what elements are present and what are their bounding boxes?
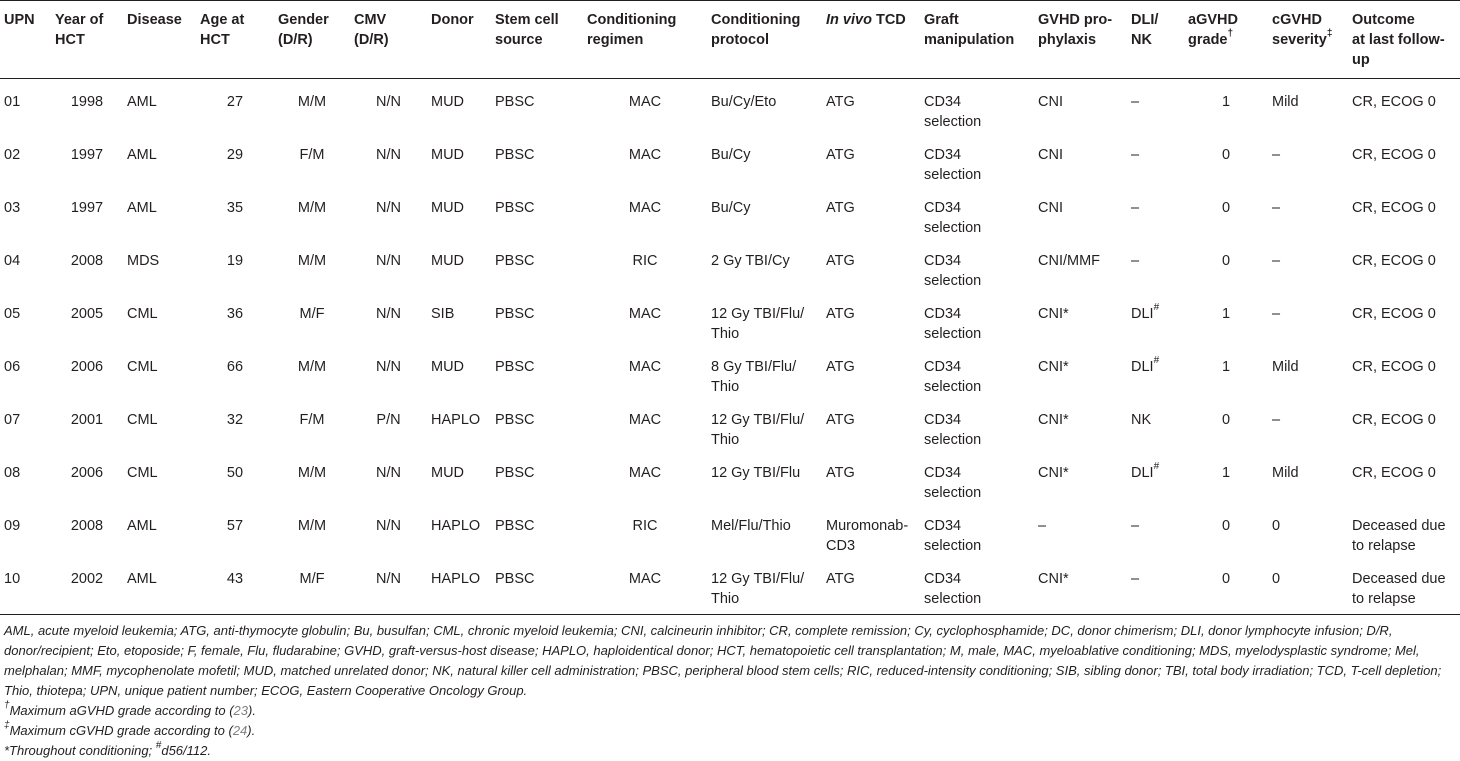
table-row <box>0 344 1460 397</box>
cell-protocol: 12 Gy TBI/Flu/ Thio <box>707 556 822 615</box>
cell-year: 2008 <box>70 518 104 534</box>
cell-gender: M/M <box>297 359 327 375</box>
cell-cgvhd: – <box>1272 200 1281 216</box>
cell-dli: – <box>1131 200 1140 216</box>
cell-cgvhd: Mild <box>1272 465 1299 481</box>
cell-source: PBSC <box>495 518 535 534</box>
cell-dli: NK <box>1131 412 1152 428</box>
cell-source: PBSC <box>495 306 535 322</box>
cell-age: 19 <box>226 253 244 269</box>
cell-age: 29 <box>226 147 244 163</box>
cell-donor: SIB <box>431 306 455 322</box>
cell-cmv: P/N <box>376 412 401 428</box>
cell-age: 43 <box>196 556 274 615</box>
cell-outcome: CR, ECOG 0 <box>1352 412 1436 428</box>
table-body <box>0 79 1460 615</box>
cell-cgvhd: – <box>1272 147 1281 163</box>
cell-protocol: 2 Gy TBI/Cy <box>711 253 790 269</box>
cell-protocol: Bu/Cy <box>711 147 751 163</box>
cell-donor: MUD <box>431 253 465 269</box>
cell-upn: 06 <box>4 359 21 375</box>
cell-gvhd: – <box>1038 518 1047 534</box>
cell-agvhd: 0 <box>1184 556 1268 615</box>
cell-graft: CD34 selection <box>920 556 1034 615</box>
cell-disease: AML <box>127 518 157 534</box>
table-row <box>0 556 1460 615</box>
cell-disease: MDS <box>127 253 160 269</box>
cell-age: 35 <box>226 200 244 216</box>
column-header-upn: UPN <box>0 1 51 79</box>
cell-age: 27 <box>226 94 244 110</box>
cell-year: 1997 <box>70 147 104 163</box>
cell-outcome: CR, ECOG 0 <box>1352 253 1436 269</box>
cell-donor: MUD <box>431 147 465 163</box>
cell-gender: M/M <box>297 465 327 481</box>
cell-gvhd: CNI/MMF <box>1038 253 1101 269</box>
cell-graft: CD34 selection <box>924 306 982 342</box>
cell-outcome: Deceased due to relapse <box>1348 556 1460 615</box>
cell-graft: CD34 selection <box>924 518 982 554</box>
cell-outcome: CR, ECOG 0 <box>1352 94 1436 110</box>
cell-graft: CD34 selection <box>924 94 982 130</box>
cell-cgvhd: – <box>1272 306 1281 322</box>
cell-cmv: N/N <box>376 94 401 110</box>
cell-protocol: 8 Gy TBI/Flu/ Thio <box>711 359 797 395</box>
cell-dli: DLI# <box>1131 302 1160 322</box>
cell-agvhd: 0 <box>1221 412 1231 428</box>
cell-graft: CD34 selection <box>924 465 982 501</box>
cell-agvhd: 0 <box>1221 147 1231 163</box>
cell-protocol: 12 Gy TBI/Flu/ Thio <box>711 412 805 448</box>
table-row <box>0 132 1460 185</box>
cell-donor: HAPLO <box>431 518 481 534</box>
abbreviations-footnote: AML, acute myeloid leukemia; ATG, anti-thymocyte globulin; Bu, busulfan; CML, chronic myeloid leukemia; CNI, calcineurin inhibitor; CR, complete remission; Cy, cyclophosphamide; DC, donor chimerism; DLI, donor lymphocyte infusion; D/R, donor/recipient; Eto, etoposide; F, female, Flu, fludarabine; GVHD, graft-versus-host disease; HAPLO, haploidentical donor; HCT, hematopoietic cell transplantation; M, male, MAC, myeloablative conditioning; MDS, myelodysplastic syndrome; Mel, melphalan; MMF, mycophenolate mofetil; MUD, matched unrelated donor; NK, natural killer cell administration; PBSC, peripheral blood stem cells; RIC, reduced-intensity conditioning; SIB, sibling donor; TBI, total body irradiation; TCD, T-cell depletion; Thio, thiotepa; UPN, unique patient number; ECOG, Eastern Cooperative Oncology Group. <box>4 623 1442 698</box>
table-row <box>0 503 1460 556</box>
cell-gvhd: CNI* <box>1038 359 1069 375</box>
cell-source: PBSC <box>495 94 535 110</box>
cell-regimen: MAC <box>628 359 662 375</box>
cell-cgvhd: – <box>1272 412 1281 428</box>
cell-tcd: Muromonab- CD3 <box>826 518 909 554</box>
cell-gender: M/M <box>297 200 327 216</box>
cell-source: PBSC <box>491 556 583 615</box>
column-header-year: Year of HCT <box>51 1 123 79</box>
cell-agvhd: 1 <box>1221 94 1231 110</box>
cell-protocol: 12 Gy TBI/Flu <box>711 465 801 481</box>
cell-gvhd: CNI <box>1038 94 1063 110</box>
cell-cmv: N/N <box>376 465 401 481</box>
cell-tcd: ATG <box>826 253 855 269</box>
cell-regimen: MAC <box>628 412 662 428</box>
cell-disease: CML <box>127 359 158 375</box>
cell-regimen: MAC <box>628 147 662 163</box>
cell-dli: DLI# <box>1131 355 1160 375</box>
column-header-cgvhd: cGVHD severity‡ <box>1268 1 1348 79</box>
cell-disease: AML <box>123 556 196 615</box>
cell-upn: 07 <box>4 412 21 428</box>
cell-donor: MUD <box>431 200 465 216</box>
cell-dli: DLI# <box>1131 461 1160 481</box>
table-row <box>0 79 1460 133</box>
cell-protocol: Bu/Cy <box>711 200 751 216</box>
column-header-age: Age at HCT <box>196 1 274 79</box>
cell-year: 2006 <box>70 465 104 481</box>
table-row <box>0 291 1460 344</box>
cell-tcd: ATG <box>826 465 855 481</box>
cell-source: PBSC <box>495 253 535 269</box>
cell-cgvhd: Mild <box>1272 359 1299 375</box>
cell-upn: 02 <box>4 147 21 163</box>
cell-disease: AML <box>127 200 157 216</box>
cell-age: 66 <box>226 359 244 375</box>
cell-dli: – <box>1127 556 1184 615</box>
column-header-disease: Disease <box>123 1 196 79</box>
cell-graft: CD34 selection <box>924 412 982 448</box>
cell-source: PBSC <box>495 200 535 216</box>
table-row <box>0 397 1460 450</box>
cell-cmv: N/N <box>376 200 401 216</box>
cell-year: 2001 <box>70 412 104 428</box>
cell-upn: 01 <box>4 94 21 110</box>
column-header-outcome: Outcome at last follow- up <box>1348 1 1460 79</box>
cell-graft: CD34 selection <box>924 359 982 395</box>
cell-graft: CD34 selection <box>924 253 982 289</box>
cell-dli: – <box>1131 518 1140 534</box>
cell-cgvhd: Mild <box>1272 94 1299 110</box>
column-header-graft: Graft manipulation <box>920 1 1034 79</box>
cell-disease: CML <box>127 465 158 481</box>
cell-year: 2002 <box>51 556 123 615</box>
cell-regimen: MAC <box>628 465 662 481</box>
cell-source: PBSC <box>495 147 535 163</box>
conditioning-footnote: *Throughout conditioning; #d56/112. <box>4 739 211 758</box>
cell-age: 32 <box>226 412 244 428</box>
column-header-agvhd: aGVHD grade† <box>1184 1 1268 79</box>
cell-year: 2005 <box>70 306 104 322</box>
cell-regimen: MAC <box>628 200 662 216</box>
reference-link-23[interactable]: 23 <box>233 703 249 718</box>
cell-outcome: CR, ECOG 0 <box>1352 200 1436 216</box>
cell-year: 1998 <box>70 94 104 110</box>
cell-cmv: N/N <box>376 147 401 163</box>
cell-source: PBSC <box>495 359 535 375</box>
cell-age: 36 <box>226 306 244 322</box>
agvhd-footnote: †Maximum aGVHD grade according to (23). <box>4 699 256 718</box>
column-header-gender: Gender (D/R) <box>274 1 350 79</box>
cell-dli: – <box>1131 94 1140 110</box>
cell-tcd: ATG <box>826 147 855 163</box>
cell-upn: 10 <box>0 556 51 615</box>
cell-cmv: N/N <box>376 359 401 375</box>
cell-gvhd: CNI* <box>1038 465 1069 481</box>
cell-cmv: N/N <box>376 306 401 322</box>
cell-gvhd: CNI* <box>1034 556 1127 615</box>
cell-source: PBSC <box>495 465 535 481</box>
column-header-regimen: Conditioning regimen <box>583 1 707 79</box>
cell-tcd: ATG <box>822 556 920 615</box>
cell-dli: – <box>1131 253 1140 269</box>
cell-dli: – <box>1131 147 1140 163</box>
cell-outcome: CR, ECOG 0 <box>1352 147 1436 163</box>
cell-donor: MUD <box>431 94 465 110</box>
cell-upn: 04 <box>4 253 21 269</box>
cell-gvhd: CNI* <box>1038 412 1069 428</box>
cell-age: 50 <box>226 465 244 481</box>
cell-agvhd: 0 <box>1221 518 1231 534</box>
cell-gender: M/F <box>274 556 350 615</box>
cell-outcome: CR, ECOG 0 <box>1352 359 1436 375</box>
cell-year: 2008 <box>70 253 104 269</box>
cgvhd-footnote: ‡Maximum cGVHD grade according to (24). <box>4 719 256 738</box>
cell-disease: AML <box>127 147 157 163</box>
cell-year: 1997 <box>70 200 104 216</box>
column-header-source: Stem cell source <box>491 1 583 79</box>
cell-tcd: ATG <box>826 200 855 216</box>
cell-protocol: 12 Gy TBI/Flu/ Thio <box>711 306 805 342</box>
cell-donor: MUD <box>431 359 465 375</box>
cell-regimen: RIC <box>632 253 658 269</box>
cell-protocol: Mel/Flu/Thio <box>711 518 791 534</box>
cell-regimen: MAC <box>583 556 707 615</box>
cell-source: PBSC <box>495 412 535 428</box>
cell-gender: F/M <box>299 412 325 428</box>
cell-tcd: ATG <box>826 94 855 110</box>
table-header-row <box>0 1 1460 79</box>
cell-protocol: Bu/Cy/Eto <box>711 94 777 110</box>
column-header-dli: DLI/ NK <box>1127 1 1184 79</box>
cell-upn: 09 <box>4 518 21 534</box>
cell-tcd: ATG <box>826 359 855 375</box>
cell-year: 2006 <box>70 359 104 375</box>
table-row <box>0 185 1460 238</box>
cell-cmv: N/N <box>376 253 401 269</box>
cell-agvhd: 0 <box>1221 200 1231 216</box>
cell-cgvhd: 0 <box>1272 518 1281 534</box>
cell-donor: HAPLO <box>427 556 491 615</box>
cell-cgvhd: 0 <box>1268 556 1348 615</box>
cell-graft: CD34 selection <box>924 147 982 183</box>
cell-outcome: CR, ECOG 0 <box>1352 465 1436 481</box>
cell-cgvhd: – <box>1272 253 1281 269</box>
cell-agvhd: 1 <box>1221 465 1231 481</box>
column-header-cmv: CMV (D/R) <box>350 1 427 79</box>
cell-gender: M/M <box>297 518 327 534</box>
cell-tcd: ATG <box>826 306 855 322</box>
reference-link-24[interactable]: 24 <box>232 723 248 738</box>
cell-graft: CD34 selection <box>924 200 982 236</box>
column-header-gvhd: GVHD pro- phylaxis <box>1034 1 1127 79</box>
cell-disease: CML <box>127 306 158 322</box>
cell-gender: M/M <box>297 253 327 269</box>
cell-agvhd: 1 <box>1221 359 1231 375</box>
cell-regimen: MAC <box>628 306 662 322</box>
cell-tcd: ATG <box>826 412 855 428</box>
cell-outcome: CR, ECOG 0 <box>1352 306 1436 322</box>
column-header-tcd: In vivo TCD <box>822 1 920 79</box>
column-header-protocol: Conditioning protocol <box>707 1 822 79</box>
cell-cmv: N/N <box>376 518 401 534</box>
table-row <box>0 450 1460 503</box>
cell-regimen: RIC <box>632 518 658 534</box>
cell-gvhd: CNI <box>1038 200 1063 216</box>
cell-gvhd: CNI <box>1038 147 1063 163</box>
table-row <box>0 238 1460 291</box>
cell-donor: HAPLO <box>431 412 481 428</box>
cell-gender: M/M <box>297 94 327 110</box>
cell-donor: MUD <box>431 465 465 481</box>
cell-gender: M/F <box>299 306 325 322</box>
cell-cmv: N/N <box>350 556 427 615</box>
cell-gender: F/M <box>299 147 325 163</box>
cell-gvhd: CNI* <box>1038 306 1069 322</box>
cell-disease: CML <box>127 412 158 428</box>
cell-agvhd: 1 <box>1221 306 1231 322</box>
cell-age: 57 <box>226 518 244 534</box>
cell-upn: 03 <box>4 200 21 216</box>
cell-disease: AML <box>127 94 157 110</box>
cell-regimen: MAC <box>628 94 662 110</box>
cell-outcome: Deceased due to relapse <box>1352 518 1446 554</box>
table-footnotes <box>0 615 1460 761</box>
cell-upn: 08 <box>4 465 21 481</box>
column-header-donor: Donor <box>427 1 491 79</box>
cell-upn: 05 <box>4 306 21 322</box>
cell-agvhd: 0 <box>1221 253 1231 269</box>
